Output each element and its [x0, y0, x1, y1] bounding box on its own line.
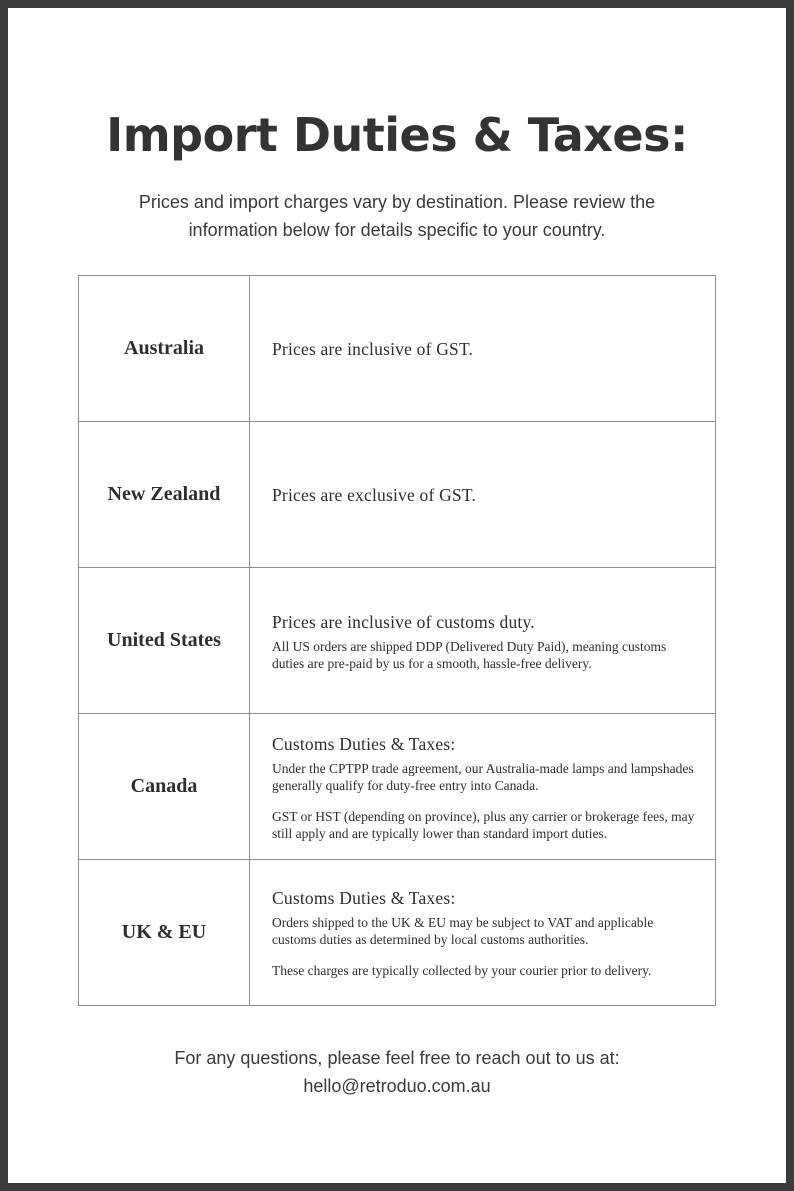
- details-paragraph: All US orders are shipped DDP (Delivered Duty Paid), meaning customs duties are pre-paid by us for a smooth, hassle-free delivery.: [272, 638, 667, 671]
- table-row-new-zealand: [79, 421, 715, 567]
- country-cell: Australia: [79, 276, 250, 421]
- contact-email: hello@retroduo.com.au: [303, 1076, 491, 1096]
- country-cell: UK & EU: [79, 860, 250, 1005]
- details-paragraph: GST or HST (depending on province), plus any carrier or brokerage fees, may still apply and are typically lower than standard import duties.: [272, 808, 695, 841]
- details-heading: Customs Duties & Taxes:: [272, 888, 456, 908]
- table-row-australia: [79, 276, 715, 421]
- details-cell: [250, 422, 715, 567]
- details-paragraph: These charges are typically collected by your courier prior to delivery.: [272, 963, 652, 978]
- country-cell: New Zealand: [79, 422, 250, 567]
- duties-table: [78, 275, 716, 1006]
- intro-text: Prices and import charges vary by destination. Please review the information below for details specific to your country.: [138, 192, 656, 240]
- table-row-canada: [79, 713, 715, 859]
- footer-text: For any questions, please feel free to reach out to us at:: [174, 1048, 620, 1068]
- details-cell: [250, 860, 715, 1005]
- details-paragraph: Orders shipped to the UK & EU may be subject to VAT and applicable customs duties as determined by local customs authorities.: [272, 915, 654, 947]
- country-cell: Canada: [79, 714, 250, 859]
- details-cell: [250, 568, 715, 713]
- page: [8, 8, 786, 1183]
- details-cell: [250, 714, 715, 859]
- details-heading: Prices are exclusive of GST.: [272, 484, 477, 505]
- table-row-united-states: [79, 567, 715, 713]
- details-heading: Prices are inclusive of customs duty.: [272, 611, 535, 632]
- details-heading: Customs Duties & Taxes:: [272, 733, 456, 754]
- details-cell: [250, 276, 715, 421]
- footer: [8, 1044, 786, 1100]
- details-paragraph: Under the CPTPP trade agreement, our Australia-made lamps and lampshades generally qualify for duty-free entry into Canada.: [272, 760, 694, 793]
- details-heading: Prices are inclusive of GST.: [272, 338, 474, 359]
- page-title: Import Duties & Taxes:: [106, 108, 688, 162]
- table-row-uk-eu: [79, 859, 715, 1005]
- country-cell: United States: [79, 568, 250, 713]
